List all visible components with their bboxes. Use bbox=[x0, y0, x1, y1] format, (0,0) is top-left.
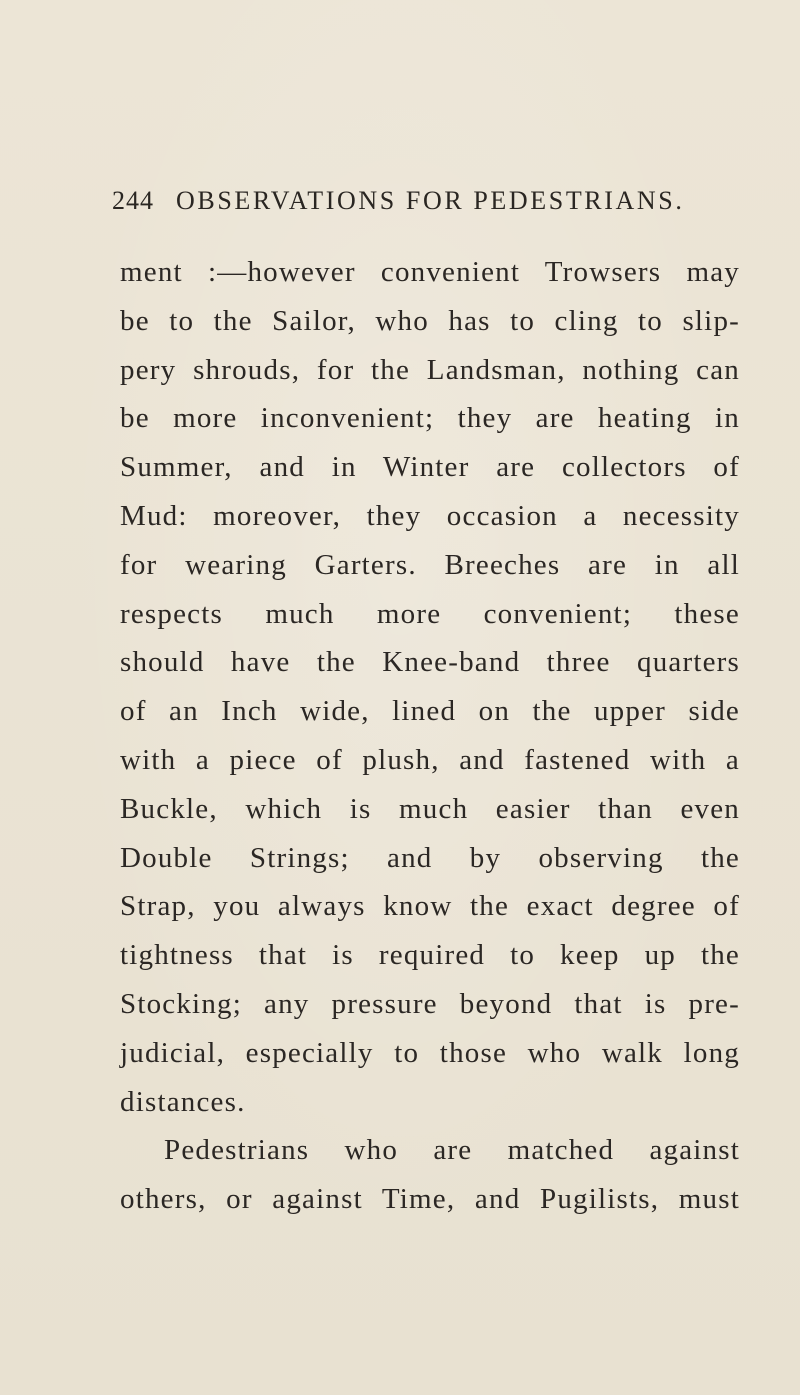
text-line: with a piece of plush, and fastened with a bbox=[120, 743, 740, 776]
text-line: Summer, and in Winter are collectors of bbox=[120, 451, 740, 484]
text-line: tightness that is required to keep up the bbox=[120, 939, 740, 972]
text-line: pery shrouds, for the Landsman, nothing can bbox=[120, 353, 740, 386]
text-line: be to the Sailor, who has to cling to slip- bbox=[120, 304, 740, 337]
text-line: of an Inch wide, lined on the upper side bbox=[120, 695, 740, 728]
running-title: OBSERVATIONS FOR PEDESTRIANS. bbox=[176, 186, 685, 215]
text-line: should have the Knee-band three quarters bbox=[120, 646, 740, 679]
text-line-paragraph-start: Pedestrians who are matched against bbox=[164, 1134, 740, 1167]
body-text bbox=[120, 248, 740, 1224]
text-line: Strap, you always know the exact degree of bbox=[120, 890, 740, 923]
text-line: be more inconvenient; they are heating in bbox=[120, 402, 740, 435]
text-line: Double Strings; and by observing the bbox=[120, 841, 740, 874]
text-line: respects much more convenient; these bbox=[120, 597, 740, 630]
text-line-paragraph-end: distances. bbox=[120, 1085, 246, 1118]
text-line: for wearing Garters. Breeches are in all bbox=[120, 548, 740, 581]
running-header bbox=[112, 186, 752, 226]
text-line: Stocking; any pressure beyond that is pre- bbox=[120, 987, 740, 1020]
text-line: others, or against Time, and Pugilists, must bbox=[120, 1183, 740, 1216]
text-line: ment :—however convenient Trowsers may bbox=[120, 256, 740, 288]
page-number: 244 bbox=[112, 186, 154, 215]
text-line: Mud: moreover, they occasion a necessity bbox=[120, 499, 740, 532]
text-line: Buckle, which is much easier than even bbox=[120, 792, 740, 825]
text-line: judicial, especially to those who walk long bbox=[120, 1036, 740, 1069]
